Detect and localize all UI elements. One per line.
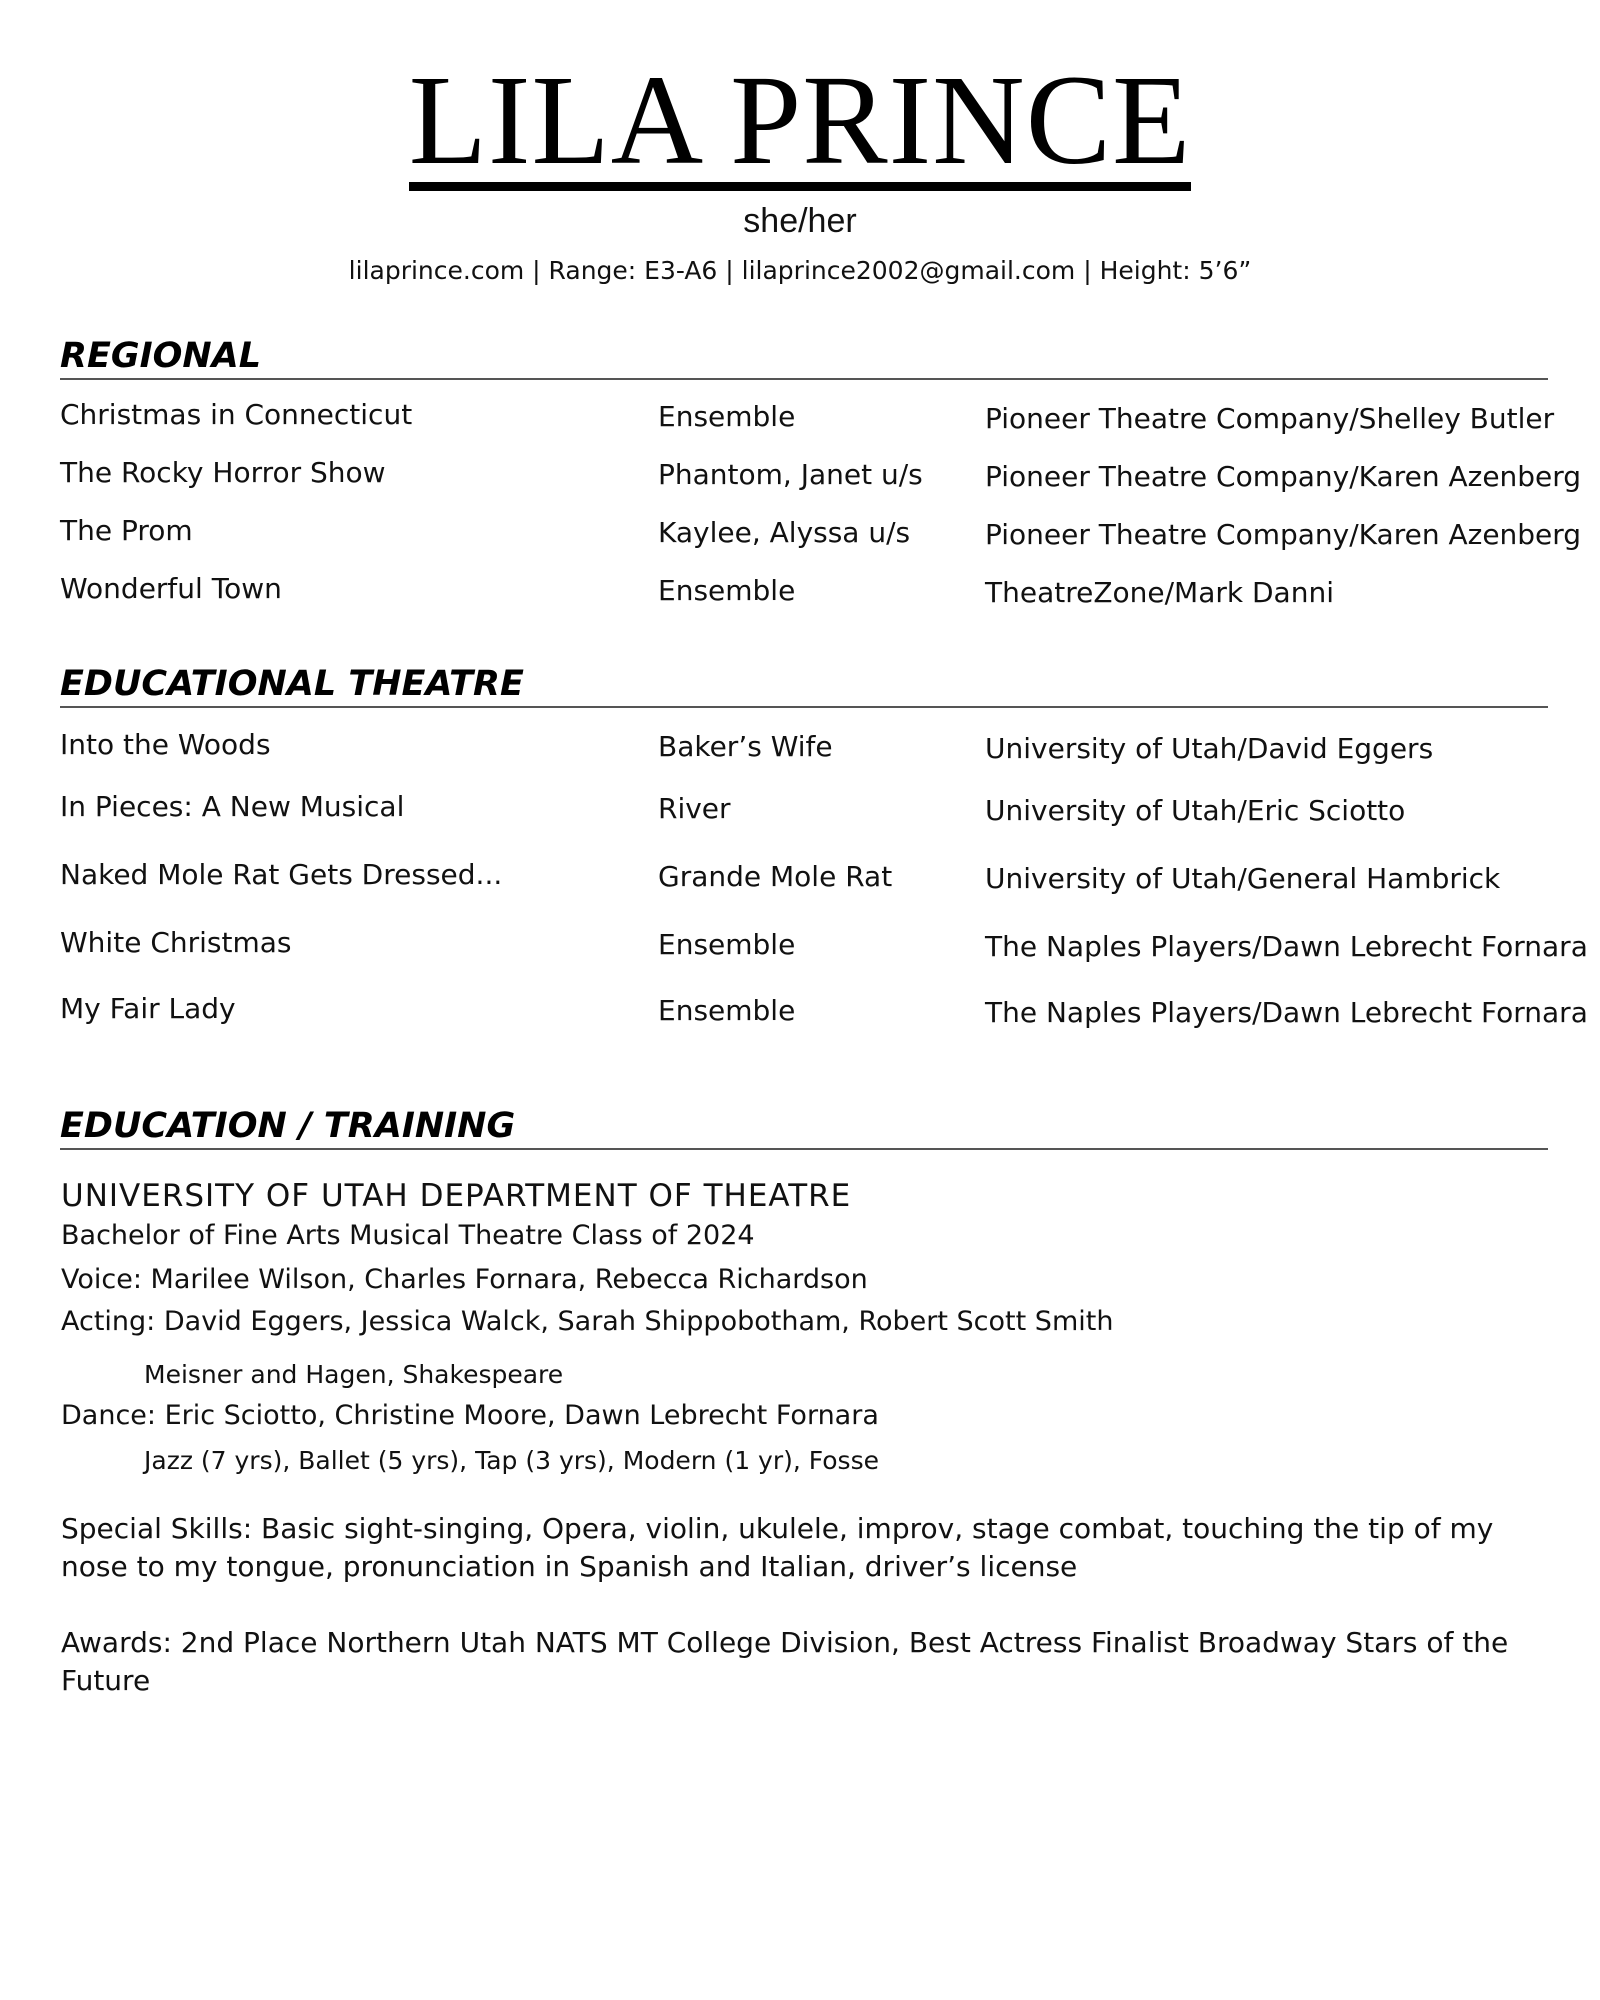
credit-row: [60, 992, 1588, 1032]
resume-name: [0, 49, 1600, 191]
credit-company: University of Utah/Eric Sciotto: [985, 794, 1406, 827]
credit-show: Christmas in Connecticut: [60, 398, 413, 431]
credit-row: [60, 728, 1580, 768]
contact-line: lilaprince.com | Range: E3-A6 | lilaprince2002@gmail.com | Height: 5’6”: [348, 256, 1252, 285]
credit-company: The Naples Players/Dawn Lebrecht Fornara: [985, 930, 1588, 963]
credit-company: TheatreZone/Mark Danni: [985, 576, 1334, 609]
section-title-regional: REGIONAL: [60, 334, 1548, 380]
section-title-training: EDUCATION / TRAINING: [60, 1104, 1548, 1150]
credit-role: Ensemble: [658, 928, 796, 961]
credit-show: Naked Mole Rat Gets Dressed...: [60, 858, 503, 891]
credit-company: Pioneer Theatre Company/Karen Azenberg: [985, 518, 1582, 551]
voice-line: Voice: Marilee Wilson, Charles Fornara, Rebecca Richardson: [61, 1264, 868, 1295]
credit-role: Ensemble: [658, 400, 796, 433]
acting-detail: Meisner and Hagen, Shakespeare: [144, 1360, 564, 1389]
credit-row: [60, 926, 1588, 966]
credit-company: Pioneer Theatre Company/Karen Azenberg: [985, 460, 1582, 493]
credit-role: Baker’s Wife: [658, 730, 833, 763]
degree-line: Bachelor of Fine Arts Musical Theatre Class of 2024: [61, 1220, 755, 1251]
dance-detail: Jazz (7 yrs), Ballet (5 yrs), Tap (3 yrs), Modern (1 yr), Fosse: [144, 1446, 879, 1475]
credit-show: Into the Woods: [60, 728, 271, 761]
credit-role: Ensemble: [658, 994, 796, 1027]
credit-company: University of Utah/David Eggers: [985, 732, 1434, 765]
credit-row: [60, 858, 1580, 898]
school-name: UNIVERSITY OF UTAH DEPARTMENT OF THEATRE: [61, 1178, 852, 1214]
credit-role: Phantom, Janet u/s: [658, 458, 923, 491]
credit-show: In Pieces: A New Musical: [60, 790, 405, 823]
credit-row: [60, 514, 1580, 554]
credit-show: My Fair Lady: [60, 992, 236, 1025]
awards: Awards: 2nd Place Northern Utah NATS MT College Division, Best Actress Finalist Broadway Stars of the Future: [61, 1626, 1509, 1697]
acting-line: Acting: David Eggers, Jessica Walck, Sarah Shippobotham, Robert Scott Smith: [61, 1306, 1114, 1337]
credit-role: Kaylee, Alyssa u/s: [658, 516, 911, 549]
credit-role: Ensemble: [658, 574, 796, 607]
credit-row: [60, 456, 1580, 496]
credit-company: The Naples Players/Dawn Lebrecht Fornara: [985, 996, 1588, 1029]
credit-company: Pioneer Theatre Company/Shelley Butler: [985, 402, 1555, 435]
credit-company: University of Utah/General Hambrick: [985, 862, 1501, 895]
credit-show: White Christmas: [60, 926, 292, 959]
credit-role: River: [658, 792, 731, 825]
name-text: LILA PRINCE: [408, 49, 1192, 191]
credit-show: The Rocky Horror Show: [60, 456, 386, 489]
credit-row: [60, 398, 1580, 438]
credit-show: Wonderful Town: [60, 572, 282, 605]
credit-row: [60, 790, 1580, 830]
credit-show: The Prom: [60, 514, 193, 547]
special-skills: Special Skills: Basic sight-singing, Opera, violin, ukulele, improv, stage combat, touching the tip of my nose to my tongue, pronunciation in Spanish and Italian, driver’s license: [61, 1512, 1494, 1583]
credit-row: [60, 572, 1580, 612]
section-title-educational: EDUCATIONAL THEATRE: [60, 662, 1548, 708]
pronouns: she/her: [743, 202, 857, 240]
dance-line: Dance: Eric Sciotto, Christine Moore, Dawn Lebrecht Fornara: [61, 1400, 879, 1431]
credit-role: Grande Mole Rat: [658, 860, 893, 893]
